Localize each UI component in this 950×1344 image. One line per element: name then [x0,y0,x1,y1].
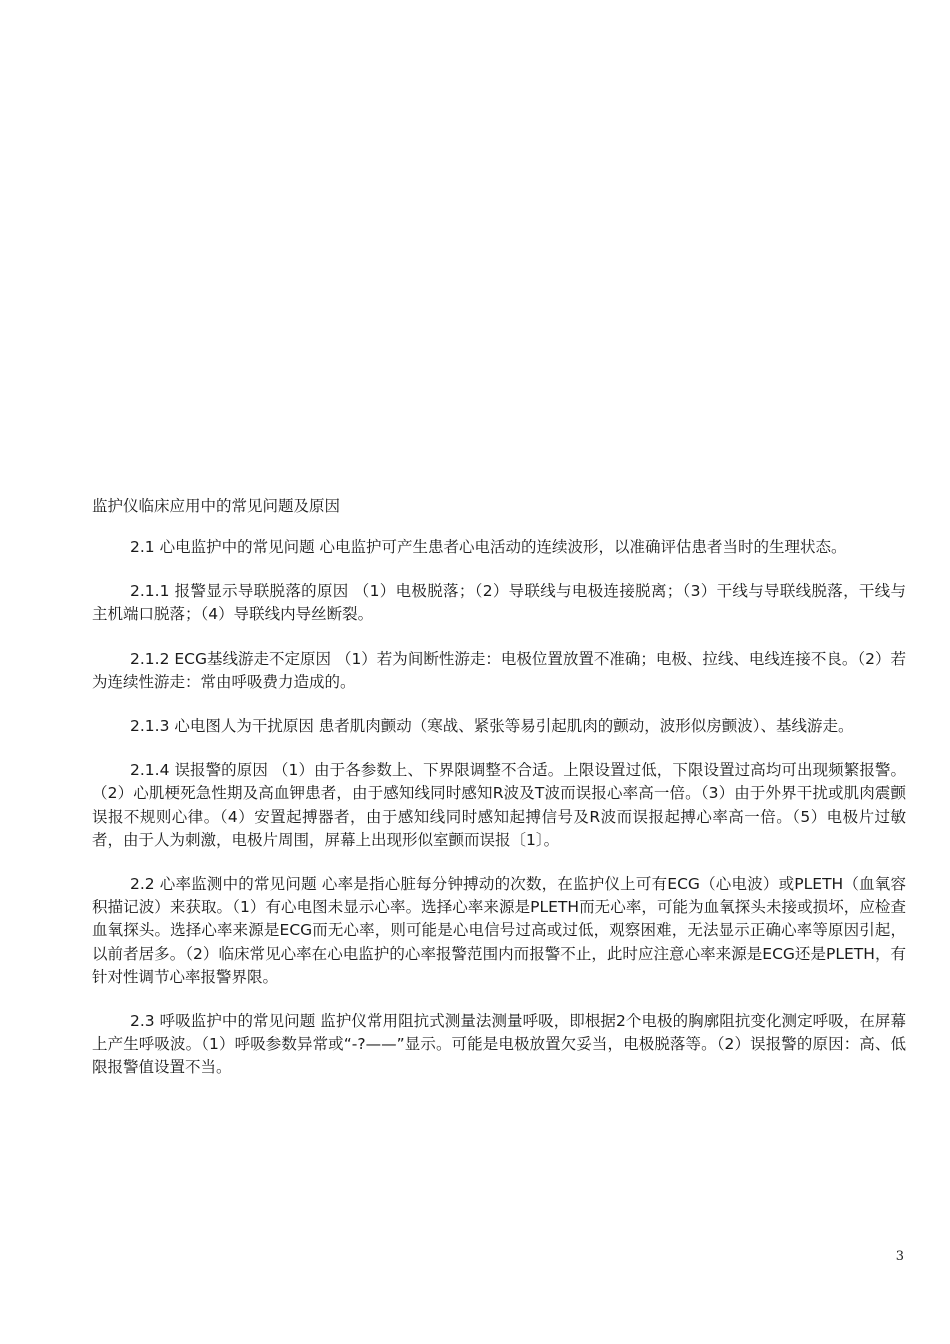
paragraph-2-1-4: 2.1.4 误报警的原因 （1）由于各参数上、下界限调整不合适。上限设置过低，下限设置过高均可出现频繁报警。（2）心肌梗死急性期及高血钾患者，由于感知线同时感知R波及T波而误报心率高一倍。（3）由于外界干扰或肌肉震颤误报不规则心律。（4）安置起搏器者，由于感知线同时感知起搏信号及R波而误报起搏心率高一倍。（5）电极片过敏者，由于人为刺激，电极片周围，屏幕上出现形似室颤而误报〔1〕。 [92,761,906,849]
paragraph-2-1: 2.1 心电监护中的常见问题 心电监护可产生患者心电活动的连续波形，以准确评估患者当时的生理状态。 [130,538,847,556]
paragraph-2-3: 2.3 呼吸监护中的常见问题 监护仪常用阻抗式测量法测量呼吸，即根据2个电极的胸廓阻抗变化测定呼吸，在屏幕上产生呼吸波。（1）呼吸参数异常或“-?——”显示。可能是电极放置欠妥当，电极脱落等。（2）误报警的原因：高、低限报警值设置不当。 [92,1012,906,1077]
paragraph-2-1-2: 2.1.2 ECG基线游走不定原因 （1）若为间断性游走：电极位置放置不准确；电极、拉线、电线连接不良。（2）若为连续性游走：常由呼吸费力造成的。 [92,649,906,691]
paragraph-2-2: 2.2 心率监测中的常见问题 心率是指心脏每分钟搏动的次数，在监护仪上可有ECG（心电波）或PLETH（血氧容积描记波）来获取。（1）有心电图未显示心率。选择心率来源是PLETH而无心率，可能为血氧探头未接或损坏，应检查血氧探头。选择心率来源是ECG而无心率，则可能是心电信号过高或过低，观察困难，无法显示正确心率等原因引起，以前者居多。（2）临床常见心率在心电监护的心率报警范围内而报警不止，此时应注意心率来源是ECG还是PLETH，有针对性调节心率报警界限。 [92,875,906,986]
document-title: 监护仪临床应用中的常见问题及原因 [92,497,341,515]
paragraph-2-1-3: 2.1.3 心电图人为干扰原因 患者肌肉颤动（寒战、紧张等易引起肌肉的颤动，波形似房颤波）、基线游走。 [130,717,854,736]
document-body [92,495,906,1101]
page-number: 3 [895,1249,904,1264]
paragraph-2-1-1: 2.1.1 报警显示导联脱落的原因 （1）电极脱落；（2）导联线与电极连接脱离；（3）干线与导联线脱落，干线与主机端口脱落；（4）导联线内导丝断裂。 [92,582,906,624]
